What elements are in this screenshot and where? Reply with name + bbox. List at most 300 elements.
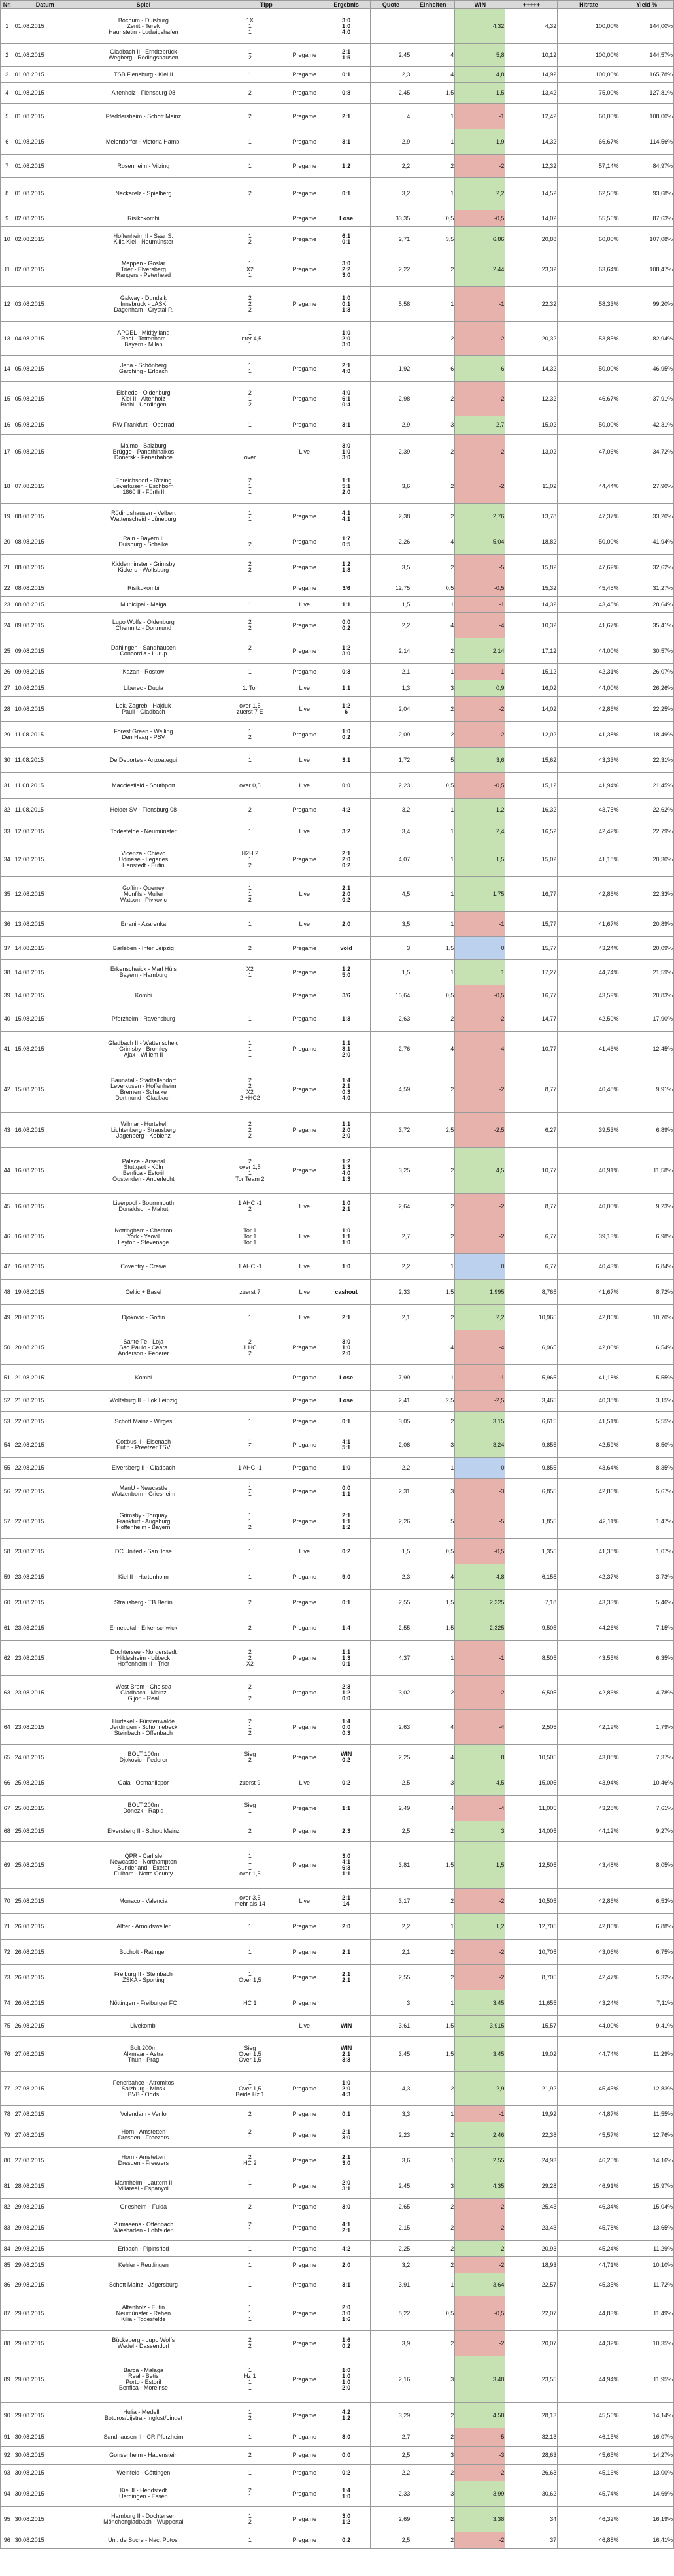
row-units[interactable]: 4 [411, 1710, 455, 1745]
row-hitrate[interactable]: 45,57% [558, 2122, 620, 2148]
row-odds[interactable]: 2,7 [371, 1219, 411, 1254]
row-units[interactable]: 3 [411, 1479, 455, 1504]
row-balance[interactable]: 10,705 [505, 1940, 558, 1965]
row-yield[interactable]: 4,78% [620, 1676, 673, 1710]
row-balance[interactable]: 14,32 [505, 597, 558, 613]
row-match[interactable]: Kehler - Reutlingen [76, 2257, 211, 2273]
row-date[interactable]: 26.08.2015 [14, 2016, 76, 2037]
row-balance[interactable]: 14,32 [505, 129, 558, 155]
row-number[interactable]: 66 [1, 1770, 14, 1796]
row-result[interactable]: 1:2 3:0 [322, 638, 371, 664]
row-tip[interactable] [211, 529, 322, 555]
row-odds[interactable]: 2,16 [371, 2356, 411, 2403]
row-hitrate[interactable]: 44,71% [558, 2257, 620, 2273]
row-date[interactable]: 14.08.2015 [14, 985, 76, 1006]
row-tip[interactable] [211, 1965, 322, 1990]
row-odds[interactable]: 4 [371, 104, 411, 129]
row-win[interactable]: -4 [455, 1796, 505, 1821]
row-win[interactable]: 3,48 [455, 2356, 505, 2403]
row-yield[interactable]: 26,07% [620, 664, 673, 680]
row-hitrate[interactable]: 44,00% [558, 680, 620, 697]
row-yield[interactable]: 20,30% [620, 842, 673, 877]
row-hitrate[interactable]: 46,34% [558, 2199, 620, 2215]
row-result[interactable]: 3:0 1:0 2:0 [322, 1330, 371, 1365]
row-result[interactable]: 1:1 3:1 2:0 [322, 1032, 371, 1066]
row-number[interactable]: 29 [1, 722, 14, 748]
row-units[interactable]: 2 [411, 1676, 455, 1710]
row-tip[interactable] [211, 2016, 322, 2037]
row-result[interactable]: 1:0 2:0 3:0 [322, 322, 371, 356]
row-units[interactable]: 2 [411, 2428, 455, 2447]
row-number[interactable]: 53 [1, 1412, 14, 1432]
row-match[interactable]: Kidderminster - Grimsby Kickers - Wolfsburg [76, 555, 211, 580]
row-yield[interactable]: 11,29% [620, 2037, 673, 2072]
row-date[interactable]: 21.08.2015 [14, 1365, 76, 1391]
row-tip[interactable] [211, 104, 322, 129]
row-units[interactable]: 4 [411, 529, 455, 555]
row-units[interactable]: 0,5 [411, 773, 455, 799]
row-match[interactable]: Schott Mainz - Jägersburg [76, 2273, 211, 2296]
row-result[interactable]: 3:0 [322, 2428, 371, 2447]
row-result[interactable]: Lose [322, 1391, 371, 1412]
table-row[interactable] [1, 1770, 674, 1796]
row-date[interactable]: 30.08.2015 [14, 2447, 76, 2465]
row-tip[interactable] [211, 555, 322, 580]
row-odds[interactable]: 2,3 [371, 1564, 411, 1590]
row-balance[interactable]: 13,02 [505, 435, 558, 469]
row-match[interactable]: BOLT 100m Djokovic - Federer [76, 1745, 211, 1770]
row-result[interactable]: 4:2 [322, 2241, 371, 2257]
row-number[interactable]: 34 [1, 842, 14, 877]
table-row[interactable] [1, 227, 674, 252]
row-match[interactable]: Municipal - Melga [76, 597, 211, 613]
row-match[interactable]: Kombi [76, 985, 211, 1006]
row-result[interactable]: 2:1 [322, 1940, 371, 1965]
row-win[interactable]: -2 [455, 2465, 505, 2481]
row-win[interactable]: 0 [455, 1458, 505, 1479]
row-tip[interactable] [211, 2072, 322, 2106]
row-match[interactable]: Wilmar - Hurtekel Lichtenberg - Strausberg Jagenberg - Koblenz [76, 1113, 211, 1148]
row-win[interactable]: 1,2 [455, 1914, 505, 1940]
row-date[interactable]: 11.08.2015 [14, 748, 76, 773]
row-match[interactable]: West Brom - Chelsea Gladbach - Mainz Gijon - Real [76, 1676, 211, 1710]
row-hitrate[interactable]: 39,53% [558, 1113, 620, 1148]
row-date[interactable]: 30.08.2015 [14, 2481, 76, 2507]
row-number[interactable]: 95 [1, 2507, 14, 2532]
row-hitrate[interactable]: 42,11% [558, 1504, 620, 1539]
table-row[interactable] [1, 799, 674, 821]
row-number[interactable]: 76 [1, 2037, 14, 2072]
row-number[interactable]: 41 [1, 1032, 14, 1066]
row-date[interactable]: 09.08.2015 [14, 613, 76, 638]
row-date[interactable]: 01.08.2015 [14, 155, 76, 178]
row-balance[interactable]: 20,93 [505, 2241, 558, 2257]
row-date[interactable]: 15.08.2015 [14, 1066, 76, 1113]
row-balance[interactable]: 22,07 [505, 2296, 558, 2331]
table-row[interactable] [1, 435, 674, 469]
row-odds[interactable]: 2,2 [371, 1914, 411, 1940]
row-win[interactable]: -1 [455, 1641, 505, 1676]
row-win[interactable]: -2,5 [455, 1113, 505, 1148]
row-odds[interactable]: 2,63 [371, 1006, 411, 1032]
row-number[interactable]: 74 [1, 1990, 14, 2016]
row-balance[interactable]: 14,77 [505, 1006, 558, 1032]
row-yield[interactable]: 20,89% [620, 912, 673, 937]
row-hitrate[interactable]: 43,06% [558, 1940, 620, 1965]
row-units[interactable]: 2 [411, 2215, 455, 2241]
row-result[interactable]: 0:0 1:1 [322, 1479, 371, 1504]
row-units[interactable]: 1,5 [411, 1590, 455, 1615]
row-yield[interactable]: 144,57% [620, 44, 673, 67]
table-row[interactable] [1, 2465, 674, 2481]
row-tip[interactable] [211, 2447, 322, 2465]
row-match[interactable]: Erlbach - Pipinsried [76, 2241, 211, 2257]
table-row[interactable] [1, 580, 674, 597]
table-row[interactable] [1, 44, 674, 67]
row-win[interactable]: 4,32 [455, 9, 505, 44]
row-odds[interactable]: 2,63 [371, 1710, 411, 1745]
row-units[interactable]: 1 [411, 842, 455, 877]
row-number[interactable]: 84 [1, 2241, 14, 2257]
row-yield[interactable]: 9,23% [620, 1194, 673, 1219]
row-number[interactable]: 62 [1, 1641, 14, 1676]
row-match[interactable]: Kiel II - Hartenholm [76, 1564, 211, 1590]
row-match[interactable]: Risikokombi [76, 580, 211, 597]
row-win[interactable]: -3 [455, 2447, 505, 2465]
row-date[interactable]: 16.08.2015 [14, 1113, 76, 1148]
row-result[interactable]: 1:1 [322, 1796, 371, 1821]
row-result[interactable]: 1:0 2:0 4:3 [322, 2072, 371, 2106]
table-row[interactable] [1, 469, 674, 504]
row-result[interactable]: 2:1 [322, 104, 371, 129]
row-number[interactable]: 25 [1, 638, 14, 664]
row-odds[interactable]: 2,5 [371, 2447, 411, 2465]
row-number[interactable]: 1 [1, 9, 14, 44]
row-match[interactable]: Ennepetal - Erkenschwick [76, 1615, 211, 1641]
row-yield[interactable]: 30,57% [620, 638, 673, 664]
table-row[interactable] [1, 748, 674, 773]
table-row[interactable] [1, 382, 674, 416]
row-tip[interactable] [211, 664, 322, 680]
row-date[interactable]: 27.08.2015 [14, 2037, 76, 2072]
row-win[interactable]: 3,45 [455, 2037, 505, 2072]
row-balance[interactable]: 25,43 [505, 2199, 558, 2215]
row-balance[interactable]: 16,32 [505, 799, 558, 821]
row-match[interactable]: Barleben - Inter Leipzig [76, 937, 211, 960]
row-number[interactable]: 65 [1, 1745, 14, 1770]
row-date[interactable]: 29.08.2015 [14, 2296, 76, 2331]
row-number[interactable]: 7 [1, 155, 14, 178]
row-yield[interactable]: 6,75% [620, 1940, 673, 1965]
row-number[interactable]: 79 [1, 2122, 14, 2148]
table-row[interactable] [1, 680, 674, 697]
row-units[interactable]: 2 [411, 252, 455, 287]
row-number[interactable]: 81 [1, 2173, 14, 2199]
table-row[interactable] [1, 1539, 674, 1564]
header-datum[interactable]: Datum [14, 1, 76, 9]
row-balance[interactable]: 16,52 [505, 821, 558, 842]
row-units[interactable]: 1 [411, 1914, 455, 1940]
row-balance[interactable]: 13,78 [505, 504, 558, 529]
row-tip[interactable] [211, 416, 322, 435]
row-units[interactable]: 1 [411, 1254, 455, 1280]
row-hitrate[interactable]: 45,74% [558, 2481, 620, 2507]
row-odds[interactable]: 3,2 [371, 2257, 411, 2273]
row-number[interactable]: 83 [1, 2215, 14, 2241]
row-win[interactable]: -2 [455, 2257, 505, 2273]
row-yield[interactable]: 34,72% [620, 435, 673, 469]
row-odds[interactable]: 2,25 [371, 2241, 411, 2257]
row-tip[interactable] [211, 83, 322, 104]
row-win[interactable]: -0,5 [455, 580, 505, 597]
row-units[interactable]: 1 [411, 287, 455, 322]
table-row[interactable] [1, 1254, 674, 1280]
row-odds[interactable]: 2,25 [371, 1745, 411, 1770]
row-date[interactable]: 11.08.2015 [14, 722, 76, 748]
row-yield[interactable]: 12,45% [620, 1032, 673, 1066]
row-date[interactable]: 08.08.2015 [14, 529, 76, 555]
row-match[interactable]: Rain - Bayern II Duisburg - Schalke [76, 529, 211, 555]
row-match[interactable]: Heider SV - Flensburg 08 [76, 799, 211, 821]
row-hitrate[interactable]: 41,94% [558, 773, 620, 799]
row-hitrate[interactable]: 53,85% [558, 322, 620, 356]
row-balance[interactable]: 15,32 [505, 580, 558, 597]
row-odds[interactable]: 2,1 [371, 664, 411, 680]
row-hitrate[interactable]: 42,19% [558, 1710, 620, 1745]
row-tip[interactable] [211, 1006, 322, 1032]
row-date[interactable]: 05.08.2015 [14, 356, 76, 382]
row-hitrate[interactable]: 43,28% [558, 1796, 620, 1821]
row-odds[interactable]: 3,05 [371, 1412, 411, 1432]
row-date[interactable]: 15.08.2015 [14, 1006, 76, 1032]
row-tip[interactable] [211, 252, 322, 287]
table-row[interactable] [1, 9, 674, 44]
row-yield[interactable]: 22,31% [620, 748, 673, 773]
row-balance[interactable]: 3,465 [505, 1391, 558, 1412]
row-hitrate[interactable]: 63,64% [558, 252, 620, 287]
table-row[interactable] [1, 1821, 674, 1842]
row-tip[interactable] [211, 1539, 322, 1564]
row-balance[interactable]: 23,32 [505, 252, 558, 287]
row-units[interactable]: 1 [411, 1990, 455, 2016]
row-result[interactable]: 1:7 0:5 [322, 529, 371, 555]
row-win[interactable]: 1,5 [455, 842, 505, 877]
row-units[interactable]: 3 [411, 1432, 455, 1458]
row-number[interactable]: 15 [1, 382, 14, 416]
row-number[interactable]: 73 [1, 1965, 14, 1990]
row-hitrate[interactable]: 42,86% [558, 1305, 620, 1330]
table-row[interactable] [1, 2356, 674, 2403]
row-number[interactable]: 67 [1, 1796, 14, 1821]
row-balance[interactable]: 8,77 [505, 1066, 558, 1113]
row-units[interactable]: 1 [411, 2273, 455, 2296]
row-yield[interactable]: 14,27% [620, 2447, 673, 2465]
row-date[interactable]: 02.08.2015 [14, 210, 76, 227]
row-match[interactable]: Grimsby - Torquay Frankfurt - Augsburg Hoffenheim - Bayern [76, 1504, 211, 1539]
row-result[interactable]: 2:1 1:1 1:2 [322, 1504, 371, 1539]
row-balance[interactable]: 14,32 [505, 356, 558, 382]
row-result[interactable]: 1:2 6 [322, 697, 371, 722]
table-row[interactable] [1, 1914, 674, 1940]
row-date[interactable]: 08.08.2015 [14, 580, 76, 597]
row-result[interactable]: 2:1 1:5 [322, 44, 371, 67]
table-row[interactable] [1, 1710, 674, 1745]
row-number[interactable]: 26 [1, 664, 14, 680]
row-odds[interactable]: 1,5 [371, 597, 411, 613]
row-number[interactable]: 68 [1, 1821, 14, 1842]
row-tip[interactable] [211, 322, 322, 356]
row-win[interactable]: 2,9 [455, 2072, 505, 2106]
row-match[interactable]: Hurtekel - Fürstenwalde Uerdingen - Schonnebeck Steinbach - Offenbach [76, 1710, 211, 1745]
row-date[interactable]: 27.08.2015 [14, 2148, 76, 2173]
row-number[interactable]: 3 [1, 67, 14, 83]
row-units[interactable]: 2 [411, 1821, 455, 1842]
row-odds[interactable]: 2,64 [371, 1194, 411, 1219]
row-result[interactable]: 1:0 0:1 1:3 [322, 287, 371, 322]
row-match[interactable]: Uni. de Sucre - Nac. Potosi [76, 2532, 211, 2549]
row-number[interactable]: 52 [1, 1391, 14, 1412]
row-date[interactable]: 29.08.2015 [14, 2331, 76, 2356]
row-units[interactable]: 1,5 [411, 83, 455, 104]
row-result[interactable]: 2:1 4:0 [322, 356, 371, 382]
row-match[interactable]: Cottbus II - Eisenach Eutin - Preetzer TSV [76, 1432, 211, 1458]
row-balance[interactable]: 15,005 [505, 1770, 558, 1796]
row-result[interactable]: 1:6 0:2 [322, 2331, 371, 2356]
row-date[interactable]: 30.08.2015 [14, 2465, 76, 2481]
row-units[interactable]: 0,5 [411, 210, 455, 227]
row-number[interactable]: 19 [1, 504, 14, 529]
row-balance[interactable]: 4,32 [505, 9, 558, 44]
row-result[interactable]: 0:1 [322, 1590, 371, 1615]
row-date[interactable]: 27.08.2015 [14, 2122, 76, 2148]
table-row[interactable] [1, 67, 674, 83]
row-number[interactable]: 91 [1, 2428, 14, 2447]
row-tip[interactable] [211, 2122, 322, 2148]
row-date[interactable]: 12.08.2015 [14, 821, 76, 842]
row-odds[interactable]: 4,37 [371, 1641, 411, 1676]
row-odds[interactable]: 3,45 [371, 2037, 411, 2072]
row-balance[interactable]: 1,355 [505, 1539, 558, 1564]
row-date[interactable]: 05.08.2015 [14, 435, 76, 469]
row-number[interactable]: 93 [1, 2465, 14, 2481]
row-result[interactable]: 4:2 [322, 799, 371, 821]
row-yield[interactable]: 84,97% [620, 155, 673, 178]
row-balance[interactable]: 22,38 [505, 2122, 558, 2148]
row-hitrate[interactable]: 43,33% [558, 748, 620, 773]
row-units[interactable]: 3 [411, 2481, 455, 2507]
row-hitrate[interactable]: 44,12% [558, 1821, 620, 1842]
row-match[interactable]: Volendam - Venlo [76, 2106, 211, 2122]
row-result[interactable]: 3:0 [322, 2199, 371, 2215]
table-row[interactable] [1, 2507, 674, 2532]
row-win[interactable]: 1 [455, 960, 505, 985]
row-win[interactable]: -0,5 [455, 1539, 505, 1564]
row-win[interactable]: 1,995 [455, 1280, 505, 1305]
row-balance[interactable]: 7,18 [505, 1590, 558, 1615]
row-date[interactable]: 12.08.2015 [14, 877, 76, 912]
row-balance[interactable]: 2,505 [505, 1710, 558, 1745]
row-result[interactable]: 0:3 [322, 664, 371, 680]
row-hitrate[interactable]: 41,38% [558, 722, 620, 748]
row-units[interactable]: 4 [411, 67, 455, 83]
row-yield[interactable]: 1,07% [620, 1539, 673, 1564]
row-balance[interactable]: 12,32 [505, 382, 558, 416]
table-row[interactable] [1, 210, 674, 227]
row-balance[interactable]: 20,07 [505, 2331, 558, 2356]
table-row[interactable] [1, 1796, 674, 1821]
row-result[interactable]: 1:2 [322, 155, 371, 178]
row-yield[interactable]: 3,73% [620, 1564, 673, 1590]
row-result[interactable]: 4:2 1:2 [322, 2403, 371, 2428]
table-row[interactable] [1, 1412, 674, 1432]
row-units[interactable]: 1 [411, 1365, 455, 1391]
row-date[interactable]: 03.08.2015 [14, 287, 76, 322]
row-number[interactable]: 64 [1, 1710, 14, 1745]
row-hitrate[interactable]: 50,00% [558, 356, 620, 382]
row-tip[interactable] [211, 722, 322, 748]
row-odds[interactable] [371, 1330, 411, 1365]
table-row[interactable] [1, 1990, 674, 2016]
row-units[interactable]: 2 [411, 1066, 455, 1113]
row-number[interactable]: 5 [1, 104, 14, 129]
row-odds[interactable]: 2,33 [371, 1280, 411, 1305]
row-units[interactable]: 2 [411, 638, 455, 664]
row-yield[interactable]: 12,76% [620, 2122, 673, 2148]
row-date[interactable]: 23.08.2015 [14, 1590, 76, 1615]
row-yield[interactable]: 9,41% [620, 2016, 673, 2037]
row-odds[interactable]: 12,75 [371, 580, 411, 597]
row-win[interactable]: -4 [455, 1032, 505, 1066]
row-balance[interactable]: 15,12 [505, 664, 558, 680]
row-number[interactable]: 77 [1, 2072, 14, 2106]
row-match[interactable]: Malmo - Salzburg Brügge - Panathinaikos Donetsk - Fenerbahce [76, 435, 211, 469]
row-win[interactable]: 3,99 [455, 2481, 505, 2507]
table-row[interactable] [1, 722, 674, 748]
row-tip[interactable] [211, 2465, 322, 2481]
row-date[interactable]: 26.08.2015 [14, 1914, 76, 1940]
row-number[interactable]: 16 [1, 416, 14, 435]
row-odds[interactable]: 2,5 [371, 1821, 411, 1842]
row-yield[interactable]: 11,29% [620, 2241, 673, 2257]
row-yield[interactable]: 11,58% [620, 1148, 673, 1194]
row-tip[interactable] [211, 1148, 322, 1194]
row-date[interactable]: 07.08.2015 [14, 469, 76, 504]
row-yield[interactable]: 5,46% [620, 1590, 673, 1615]
row-number[interactable]: 57 [1, 1504, 14, 1539]
row-yield[interactable]: 99,20% [620, 287, 673, 322]
table-row[interactable] [1, 1432, 674, 1458]
row-yield[interactable]: 6,89% [620, 1113, 673, 1148]
row-hitrate[interactable]: 43,55% [558, 1641, 620, 1676]
row-hitrate[interactable]: 50,00% [558, 416, 620, 435]
row-odds[interactable]: 2,15 [371, 2215, 411, 2241]
row-odds[interactable]: 2,39 [371, 435, 411, 469]
row-match[interactable]: Eichede - Oldenburg Kiel II - Altenholz Brohl - Uerdingen [76, 382, 211, 416]
row-yield[interactable]: 127,81% [620, 83, 673, 104]
row-win[interactable]: -2 [455, 2199, 505, 2215]
row-yield[interactable]: 11,55% [620, 2106, 673, 2122]
row-result[interactable]: 2:1 3:0 [322, 2148, 371, 2173]
row-date[interactable]: 21.08.2015 [14, 1391, 76, 1412]
row-date[interactable]: 16.08.2015 [14, 1194, 76, 1219]
row-units[interactable]: 2 [411, 1219, 455, 1254]
row-match[interactable]: RW Frankfurt - Oberrad [76, 416, 211, 435]
row-balance[interactable]: 15,62 [505, 748, 558, 773]
row-yield[interactable]: 7,15% [620, 1615, 673, 1641]
row-units[interactable]: 2 [411, 1412, 455, 1432]
row-result[interactable]: 0:2 [322, 1539, 371, 1564]
row-match[interactable]: BOLT 200m Donezk - Rapid [76, 1796, 211, 1821]
